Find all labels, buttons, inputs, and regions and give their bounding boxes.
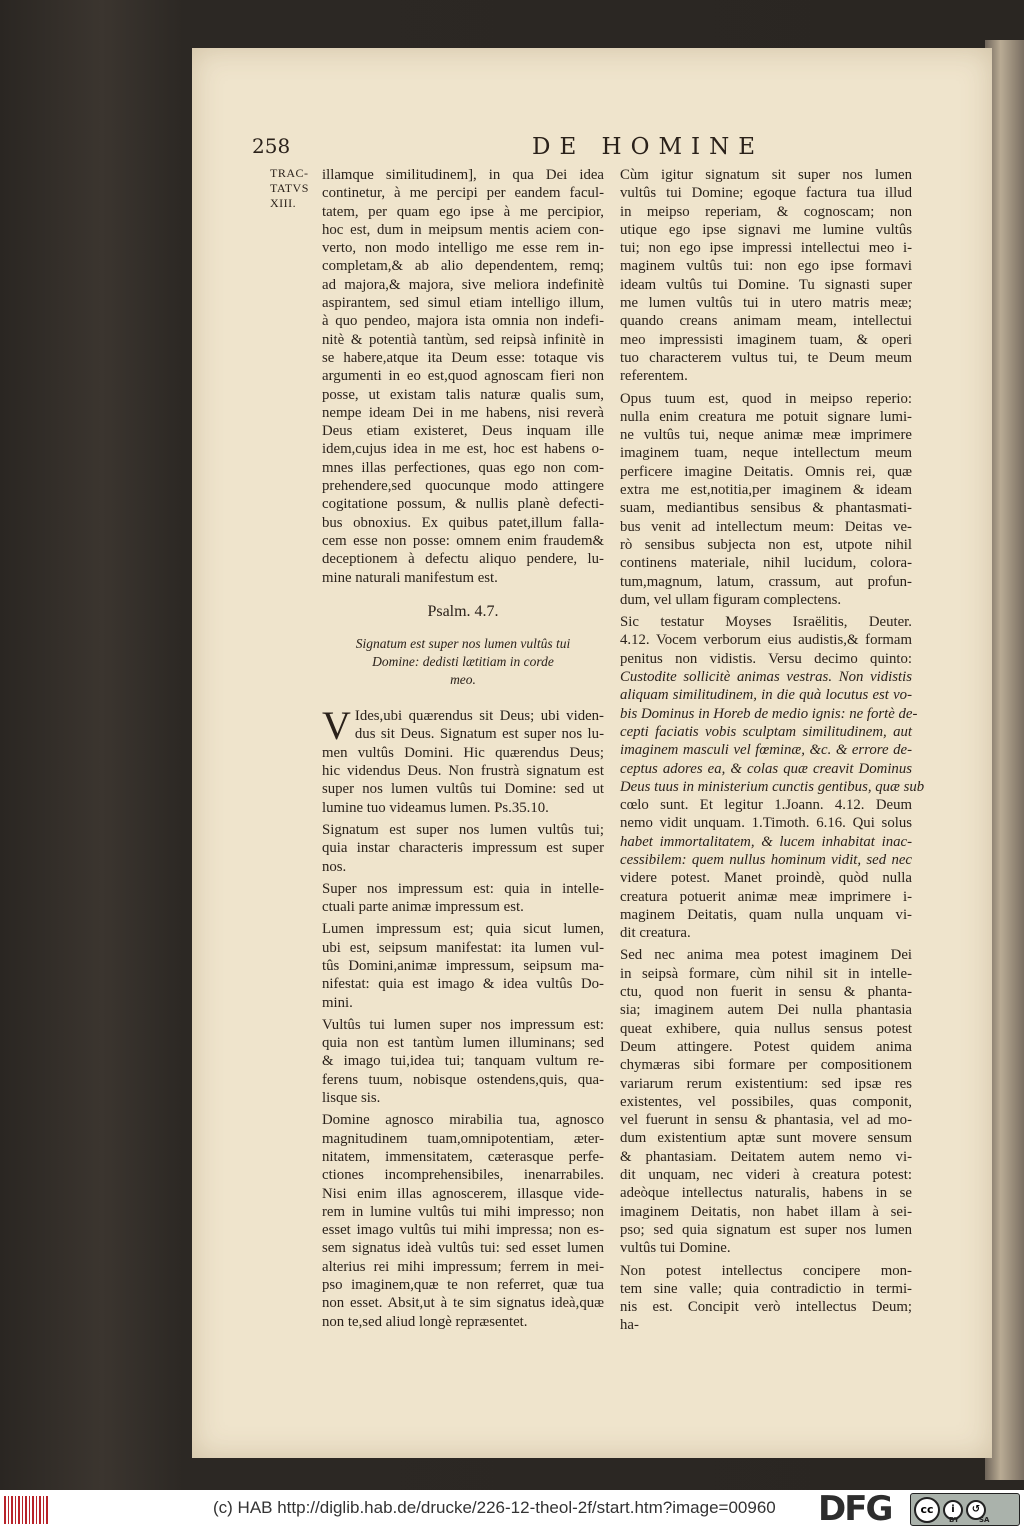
text-line: videre potest. Manet proindè, quòd nulla [620,870,912,887]
text-line: Ides,ubi quærendus sit Deus; ubi viden- [354,708,604,725]
text-line: dum existentium aptæ sunt movere sensum [620,1130,912,1147]
text-line: variarum rerum existentium: sed ipsæ res [620,1075,912,1092]
text-line: rem in lumine vultûs tui mihi impresso; non [322,1203,604,1220]
right-para-3 [620,613,925,942]
text-line: in seipsà formare, cùm nihil sit in intelle- [620,965,912,982]
margin-note [270,166,322,211]
text-line: maginem vultûs tui: non ego ipse formavi [620,258,912,275]
text-line: esset imago vultûs tui mihi impressa; non es- [322,1222,604,1239]
text-line: cepti faciatis vobis sculptam similitudinem, aut [620,723,912,740]
text-line: referentem. [620,368,688,385]
book-page [192,48,992,1458]
text-line: mini. [322,994,353,1011]
text-line: pso; sed quia signatum est super nos lumen [620,1221,912,1238]
text-line: ceptus adores ea, & colas quæ creavit Dominus [620,760,912,777]
text-line: perficere imagine Deitatis. Omnis rei, quæ [620,463,912,480]
text-line: à quo pendeo, majora ista omnia non indefi- [322,313,604,330]
text-line: dum, vel ullam figuram complectens. [620,591,842,608]
text-line: prehendere,sed quocunque modo attingere [322,478,604,495]
text-line: Deus etiam existeret, Deus inquam ille [322,423,604,440]
by-icon: i [943,1500,963,1520]
text-line: Sed nec anima mea potest imaginem Dei [620,947,912,964]
text-line: utique ego ipse signavi me lumine vultûs [620,221,912,238]
text-line: nos. [322,858,347,875]
text-line: continens materiale, nihil lucidum, colora- [620,555,912,572]
text-line: non esset. Absit,ut à te sim signatus ideà,quæ [322,1295,604,1312]
text-line: suam, mediantibus sensibus & phantasmati- [620,500,912,517]
text-line: pso imaginem,quæ te non referret, quæ tua [322,1277,604,1294]
left-para-6 [322,1111,604,1331]
epigraph [322,635,604,689]
margin-note-line: TATVS [270,181,309,195]
text-line: maginem Deitatis, quam nulla unquam vi- [620,906,912,923]
text-line: habet immortalitatem, & lucem inhabitat inac- [620,833,912,850]
text-line: Deus tuus in ministerium cunctis gentibus, quæ sub [620,778,925,795]
text-line: 4.12. Vocem verborum eius audistis,& formam [620,632,912,649]
text-line: nitè & potentià tantùm, sed reipsà infinitè in [322,331,604,348]
margin-note-line: XIII. [270,196,297,210]
text-line: idem,cujus idea in me est, hoc est habens o- [322,441,604,458]
text-line: cessibilem: quem nullus hominum vidit, sed nec [620,851,912,868]
text-line: mine naturali manifestum est. [322,569,498,586]
text-line: imaginem masculi vel fœminæ, &c. & errore de- [620,742,912,759]
text-line: dit unquam, nec videri à creatura potest: [620,1167,912,1184]
text-line: Domine agnosco mirabilia tua, agnosco [322,1112,604,1129]
right-para-4 [620,946,912,1257]
text-line: queat exhibere, quia nullus sensus potest [620,1020,912,1037]
text-line: illamque similitudinem], in qua Dei idea [322,167,604,183]
right-para-5 [620,1262,912,1335]
text-line: tui; non ego ipse impressi intellectui meo i- [620,240,912,257]
text-line: tûs Domini,animæ impressum, seipsum ma- [322,957,604,974]
text-line: existentes, vel possibiles, quas componit, [620,1093,912,1110]
sa-label: SA [979,1516,990,1524]
text-line: super nos lumen vultûs tui Domine: sed ut [322,781,604,798]
text-line: sia; imaginem autem Dei nulla phantasia [620,1002,912,1019]
text-line: imaginem Deitatis, non habet illam à sei- [620,1203,912,1220]
text-line: tum,magnum, latum, crassum, aut profun- [620,573,912,590]
text-line: Nisi enim illas agnoscerem, illasque vide- [322,1185,604,1202]
epigraph-line: Signatum est super nos lumen vultûs tui [355,636,571,652]
text-line: men vultûs Domini. Hic quærendus Deus; [322,744,604,761]
epigraph-line: meo. [450,672,476,688]
text-line: nis est. Concipit verò intellectus Deum; [620,1299,912,1316]
text-line: completam,& ab alio dependentem, remq; [322,258,604,275]
text-line: dit creatura. [620,925,691,942]
right-para-2 [620,390,912,610]
text-line: continetur, à me percipi per eandem facul- [322,185,604,202]
psalm-reference: Psalm. 4.7. [427,602,499,620]
text-line: imaginem tuam, neque intellectum meum [620,445,912,462]
text-line: hic videndus Deus. Non frustrà signatum est [322,763,604,780]
text-line: quando creans animam meam, intellectui [620,313,912,330]
text-line: ad majora,& majora, sive meliora indefinitè [322,276,604,293]
text-line: & imago tui,idea tui; tanquam vultum re- [322,1053,604,1070]
text-line: lumine tuo videamus lumen. Ps.35.10. [322,799,549,816]
page-number: 258 [252,134,291,158]
text-line: bus obnoxius. Ex quibus patet,illum falla- [322,514,604,531]
text-line: Super nos impressum est: quia in intelle- [322,880,604,897]
text-line: mnes illas perfectiones, quas ego non com- [322,459,604,476]
text-line: cogitatione possum, & nullis planè defecti- [322,496,604,513]
text-line: ne vultûs tui, neque animæ meæ imprimere [620,427,912,444]
text-line: verto, non modo intelligo me esse rem in- [322,240,604,257]
text-line: cœlo sunt. Et legitur 1.Joann. 4.12. Deum [620,797,912,814]
left-para-dropcap [322,703,604,817]
text-line: Custodite sollicitè animas vestras. Non vidistis [620,669,912,686]
text-line: nifestat: quia est imago & idea vultûs Do- [322,976,604,993]
running-title: DE HOMINE [532,134,765,160]
text-line: Deum attingere. Potest quidem anima [620,1038,912,1055]
text-line: bis Dominus in Horeb de medio ignis: ne fortè de- [620,705,918,722]
left-para-intro [322,166,604,587]
left-para-3 [322,880,604,917]
text-line: ctiones incomprehensibiles, inenarrabiles. [322,1167,604,1184]
text-line: Opus tuum est, quod in meipso reperio: [620,390,912,407]
right-para-1 [620,166,912,386]
left-para-4 [322,920,604,1011]
margin-note-line: TRAC- [270,166,309,180]
text-line: quia instar characteris impressum est super [322,840,604,857]
text-line: sem signatus ideà vultûs tui: sed esset lumen [322,1240,604,1257]
left-para-5 [322,1016,604,1107]
text-line: vultûs tui Domine. [620,1240,731,1257]
text-line: se habere,atque ita Deum esse: totaque vis [322,349,604,366]
text-line: ha- [620,1317,639,1334]
text-line: nempe ideam Dei in me habens, nisi reverà [322,404,604,421]
cc-icon: cc [914,1497,940,1523]
text-line: Lumen impressum est; quia sicut lumen, [322,921,604,938]
text-line: dus sit Deus. Signatum est super nos lu- [354,726,604,743]
text-line: lisque sis. [322,1090,381,1107]
text-line: bus venit ad intellectum meum: Deitas ve- [620,518,912,535]
text-line: Vultûs tui lumen super nos impressum est: [322,1016,604,1033]
text-line: & phantasiam. Deitatem autem nemo vi- [620,1148,912,1165]
text-line: aspirantem, sed simul etiam intelligo illum, [322,295,604,312]
text-line: nitatem, immensitatem, cæterasque perfe- [322,1148,604,1165]
text-line: nemo vidit unquam. 1.Timoth. 6.16. Qui solus [620,815,912,832]
text-line: alterius rei mihi impressum; ferrem in mei- [322,1258,604,1275]
footer-bar [0,1490,1024,1529]
text-line: Cùm igitur signatum sit super nos lumen [620,167,912,183]
text-line: ferens tuum, nobisque ostendens,quis, qua- [322,1071,604,1088]
text-line: quia non est tantùm lumen illuminans; sed [322,1035,604,1052]
text-line: non te,sed aliud longè repræsentet. [322,1313,528,1330]
cc-license-badge[interactable] [910,1493,1020,1526]
hab-logo-icon [4,1496,48,1524]
text-line: me lumen vultûs tui in utero matris meæ; [620,295,912,312]
text-line: vultûs tui Domine; egoque factura tua illud [620,185,912,202]
text-line: penitus non vidistis. Versu decimo quinto: [620,650,912,667]
text-line: argumenti in eo est,quod agnoscam fieri non [322,368,604,385]
text-line: ideam vultûs tui Domine. Tu signasti super [620,276,912,293]
text-line: extra me est,notitia,per imaginem & ideam [620,482,912,499]
text-line: aliquam similitudinem, in die quà locutus est vo- [620,687,912,704]
text-line: Sic testatur Moyses Israëlitis, Deuter. [620,614,912,631]
text-line: ubi est, seipsum manifestat: ita lumen vul- [322,939,604,956]
right-column [620,166,925,1339]
text-line: hoc est, dum in meipsum mentis aciem con- [322,221,604,238]
by-label: BY [949,1516,960,1524]
drop-cap: V [322,703,351,749]
text-line: chymæras sibi formare per compositionem [620,1057,912,1074]
text-line: deceptionem à defectu aliquo pendere, lu- [322,551,604,568]
text-line: posse, ut existam talis naturæ qualis sum, [322,386,604,403]
text-line: vel fuerunt in sensu & phantasia, vel ad mo- [620,1112,912,1129]
text-line: cem esse non posse: omnem enim fraudem& [322,532,604,549]
text-line: Signatum est super nos lumen vultûs tui; [322,821,604,838]
text-line: creatura potuerit animæ meæ imprimere i- [620,888,912,905]
sa-icon: ↺ [966,1500,986,1520]
attribution-link[interactable]: (c) HAB http://diglib.hab.de/drucke/226-12-theol-2f/start.htm?image=00960 [213,1498,776,1517]
text-line: rò sensibus subjecta non est, utpote nihil [620,536,912,553]
text-line: ctu, quod non fuerit in sensu & phanta- [620,984,912,1001]
text-line: magnitudinem tuam,omnipotentiam, æter- [322,1130,604,1147]
text-line: tem sine valle; quia contradictio in termi- [620,1280,912,1297]
text-line: tatem, per quam ego ipse à me percipior, [322,203,604,220]
text-line: Non potest intellectus concipere mon- [620,1262,912,1279]
left-para-2 [322,821,604,876]
text-line: tuo characterem vultus tui, te Deum meum [620,349,912,366]
text-line: in meipso reperiam, & cognoscam; non [620,203,912,220]
left-column [322,166,604,1335]
text-line: ctuali parte animæ impressum est. [322,899,524,916]
text-line: adeòque intellectus naturalis, habens in se [620,1185,912,1202]
epigraph-line: Domine: dedisti lætitiam in corde [372,654,554,670]
text-line: nulla enim creatura me potuit signare lumi- [620,408,912,425]
dfg-logo: DFG [818,1489,892,1529]
text-line: meo impressisti imaginem tuam, & operi [620,331,912,348]
